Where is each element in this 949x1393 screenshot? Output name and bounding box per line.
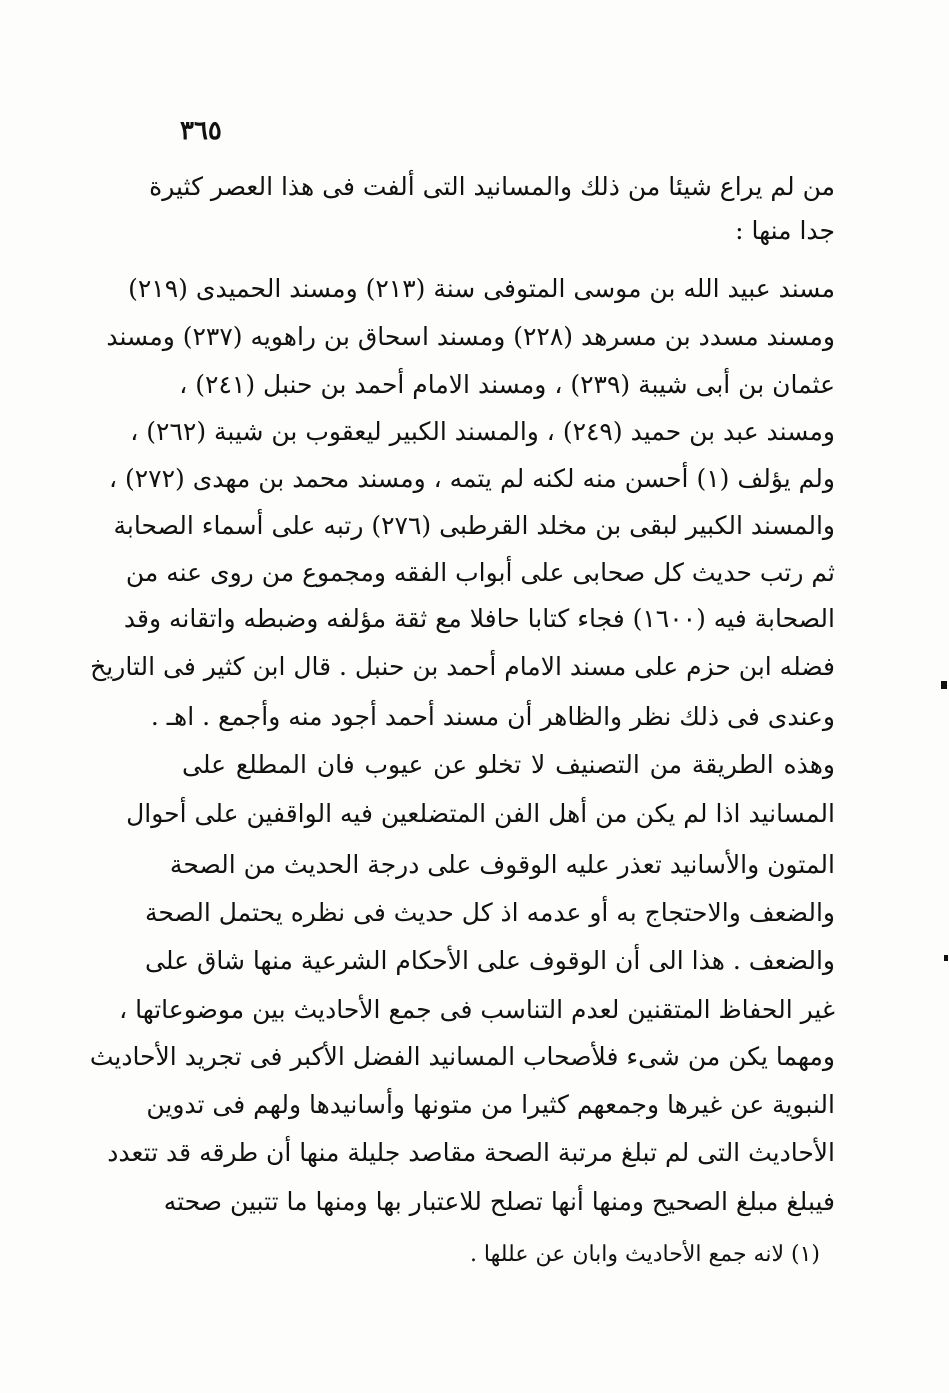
paragraph-1-line-2: جدا منها : bbox=[735, 216, 835, 245]
paragraph-2-line-7: ثم رتب حديث كل صحابى على أبواب الفقه ومجموع من روى عنه من bbox=[125, 558, 835, 587]
paragraph-3-line-2: المسانيد اذا لم يكن من أهل الفن المتضلعين فيه الواقفين على أحوال bbox=[126, 799, 835, 828]
paragraph-3-line-4: والضعف والاحتجاج به أو عدمه اذ كل حديث فى نظره يحتمل الصحة bbox=[144, 898, 835, 927]
paragraph-3-line-3: المتون والأسانيد تعذر عليه الوقوف على درجة الحديث من الصحة bbox=[169, 850, 835, 879]
footnote: (١) لانه جمع الأحاديث وابان عن عللها . bbox=[469, 1242, 820, 1267]
paragraph-3-line-7: ومهما يكن من شىء فلأصحاب المسانيد الفضل الأكبر فى تجريد الأحاديث bbox=[89, 1042, 835, 1071]
paragraph-2-line-1: مسند عبيد الله بن موسى المتوفى سنة (٢١٣) ومسند الحميدى (٢١٩) bbox=[128, 274, 835, 303]
paragraph-1-line-1: من لم يراع شيئا من ذلك والمسانيد التى ألفت فى هذا العصر كثيرة bbox=[149, 172, 835, 201]
paragraph-2-line-8: الصحابة فيه (١٦٠٠) فجاء كتابا حافلا مع ثقة مؤلفه وضبطه واتقانه وقد bbox=[123, 604, 835, 633]
paragraph-3-line-1: وهذه الطريقة من التصنيف لا تخلو عن عيوب فان المطلع على bbox=[182, 750, 835, 779]
paragraph-2-line-3: عثمان بن أبى شيبة (٢٣٩) ، ومسند الامام أحمد بن حنبل (٢٤١) ، bbox=[179, 370, 835, 399]
paragraph-3-line-8: النبوية عن غيرها وجمعهم كثيرا من متونها وأسانيدها ولهم فى تدوين bbox=[146, 1090, 835, 1119]
paragraph-3-line-9: الأحاديث التى لم تبلغ مرتبة الصحة مقاصد جليلة منها أن طرقه قد تتعدد bbox=[107, 1138, 835, 1167]
paragraph-2-line-10: وعندى فى ذلك نظر والظاهر أن مسند أحمد أجود منه وأجمع . اهـ . bbox=[150, 702, 835, 731]
paragraph-3-line-10: فيبلغ مبلغ الصحيح ومنها أنها تصلح للاعتبار بها ومنها ما تتبين صحته bbox=[163, 1187, 835, 1216]
paragraph-3-line-5: والضعف . هذا الى أن الوقوف على الأحكام الشرعية منها شاق على bbox=[144, 946, 835, 975]
scan-speck-1 bbox=[941, 681, 947, 689]
paragraph-2-line-4: ومسند عبد بن حميد (٢٤٩) ، والمسند الكبير ليعقوب بن شيبة (٢٦٢) ، bbox=[130, 417, 835, 446]
paragraph-3-line-6: غير الحفاظ المتقنين لعدم التناسب فى جمع الأحاديث بين موضوعاتها ، bbox=[119, 995, 835, 1024]
paragraph-2-line-6: والمسند الكبير لبقى بن مخلد القرطبى (٢٧٦) رتبه على أسماء الصحابة bbox=[113, 511, 835, 540]
paragraph-2-line-2: ومسند مسدد بن مسرهد (٢٢٨) ومسند اسحاق بن راهويه (٢٣٧) ومسند bbox=[106, 322, 835, 351]
page-number: ٣٦٥ bbox=[180, 116, 222, 146]
paragraph-2-line-5: ولم يؤلف (١) أحسن منه لكنه لم يتمه ، ومسند محمد بن مهدى (٢٧٢) ، bbox=[108, 464, 835, 493]
scan-speck-2 bbox=[944, 955, 948, 961]
paragraph-2-line-9: فضله ابن حزم على مسند الامام أحمد بن حنبل . قال ابن كثير فى التاريخ bbox=[90, 652, 835, 681]
